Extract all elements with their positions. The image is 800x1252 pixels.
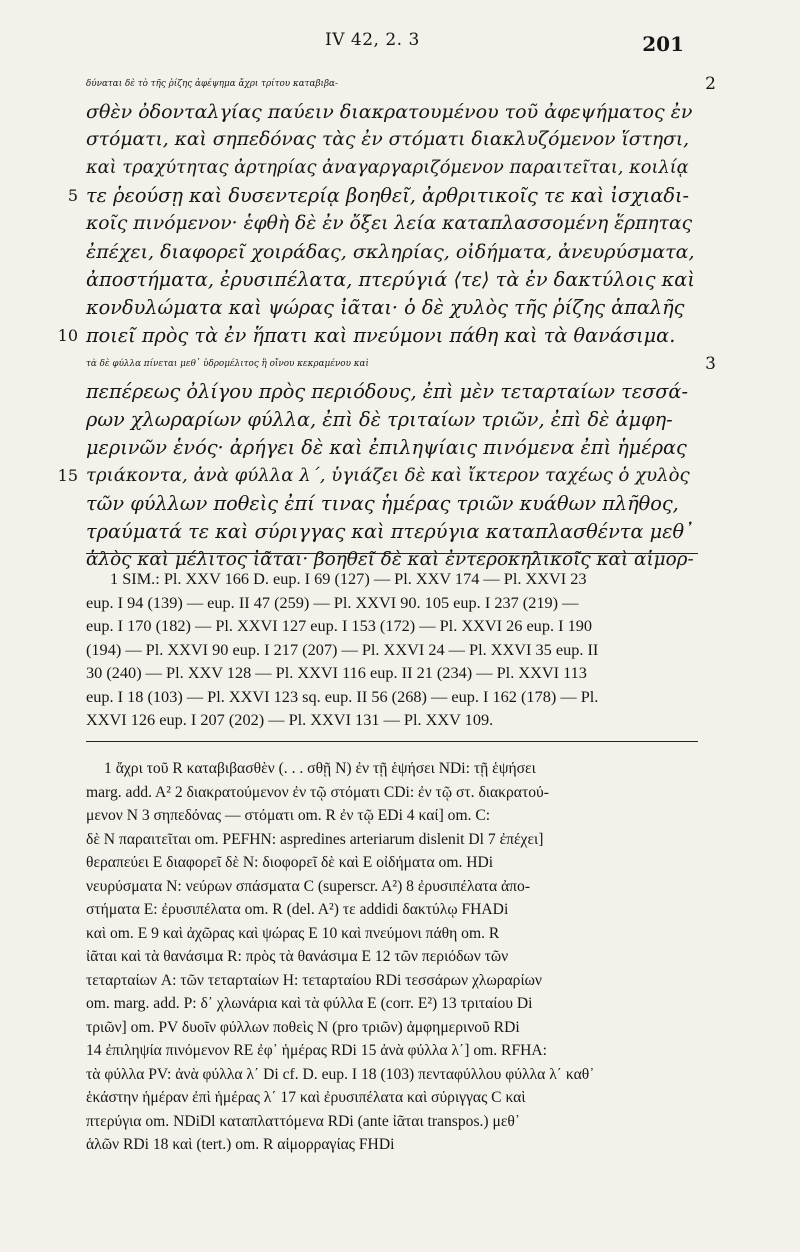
line-text: ἀποστήματα, ἐρυσιπέλατα, πτερύγιά ⟨τε⟩ τὰ ἐν δακτύλοις καὶ: [86, 268, 695, 291]
apparatus-line: ἁλῶν RDi 18 καὶ (tert.) om. R αἱμορραγίας FHDi: [86, 1136, 395, 1153]
text-line: [86, 378, 698, 406]
text-line: [86, 518, 698, 546]
apparatus-line: πτερύγια om. NDiDl καταπλαττόμενα RDi (ante ἰᾶται transpos.) μεθ᾽: [86, 1112, 521, 1130]
line-text: τῶν φύλλων ποθεὶς ἐπί τινας ἡμέρας τριῶν κυάθων πλῆθος,: [86, 492, 679, 515]
text-line: [86, 126, 698, 154]
page-header: [0, 30, 800, 60]
text-line: [86, 266, 698, 294]
line-text: κοῖς πινόμενον· ἑφθὴ δὲ ἐν ὄξει λεία καταπλασσομένη ἕρπητας: [86, 213, 693, 234]
apparatus-line: θεραπεύει E διαφορεῖ δὲ N: διοφορεῖ δὲ καὶ E οἰδήματα om. HDi: [86, 854, 494, 871]
line-text: τραύματά τε καὶ σύριγγας καὶ πτερύγια καταπλασθέντα μεθ᾽: [86, 520, 694, 543]
apparatus-divider: [86, 741, 698, 742]
line-text: ἁλὸς καὶ μέλιτος ἰᾶται· βοηθεῖ δὲ καὶ ἐντεροκηλικοῖς καὶ αἱμορ-: [86, 549, 694, 570]
text-line: [86, 154, 698, 182]
line-text: τριάκοντα, ἀνὰ φύλλα λ΄, ὑγιάζει δὲ καὶ ἴκτερον ταχέως ὁ χυλὸς: [86, 465, 690, 486]
apparatus-line: om. marg. add. P: δ᾽ χλωνάρια καὶ τὰ φύλλα E (corr. E²) 13 τριταίου Di: [86, 995, 533, 1012]
line-text: ποιεῖ πρὸς τὰ ἐν ἥπατι καὶ πνεύμονι πάθη καὶ τὰ θανάσιμα.: [86, 324, 676, 347]
line-number: 15: [57, 466, 78, 485]
testimonia-line: eup. I 170 (182) — Pl. XXVI 127 eup. I 153 (172) — Pl. XXVI 26 eup. I 190: [86, 616, 593, 635]
text-line: [86, 406, 698, 434]
apparatus-line: marg. add. A² 2 διακρατούμενον ἐν τῷ στόματι CDi: ἐν τῷ στ. διακρατού-: [86, 783, 549, 801]
line-text: δύναται δὲ τὸ τῆς ῥίζης ἀφέψημα ἄχρι τρίτου καταβιβα-: [86, 79, 338, 89]
line-text: ρων χλωραρίων φύλλα, ἐπὶ δὲ τριταίων τριῶν, ἐπὶ δὲ ἀμφη-: [86, 408, 673, 431]
line-number: 10: [57, 326, 78, 345]
text-line: [86, 210, 698, 238]
main-greek-text: [57, 70, 716, 574]
apparatus-line: 1 ἄχρι τοῦ R καταβιβασθὲν (. . . σθῇ N) ἐν τῇ ἑψήσει NDi: τῇ ἑψήσει: [104, 760, 536, 777]
testimonia-block: [86, 567, 698, 732]
apparatus-line: 14 ἐπιληψία πινόμενον RE ἐφ᾽ ἡμέρας RDi 15 ἀνὰ φύλλα λ΄] om. RFHA:: [86, 1042, 547, 1059]
apparatus-line: τεταρταίων A: τῶν τεταρταίων H: τεταρταίου RDi τεσσάρων χλωραρίων: [86, 971, 542, 989]
testimonia-line: 1 SIM.: Pl. XXV 166 D. eup. I 69 (127) — Pl. XXV 174 — Pl. XXVI 23: [110, 569, 587, 588]
text-line: [86, 238, 698, 266]
line-text: ἐπέχει, διαφορεῖ χοιράδας, σκληρίας, οἰδήματα, ἀνευρύσματα,: [86, 241, 695, 263]
text-line: [86, 70, 716, 98]
line-text: τὰ δὲ φύλλα πίνεται μεθ᾽ ὑδρομέλιτος ἢ οἴνου κεκραμένου καὶ: [86, 359, 369, 369]
testimonia-line: (194) — Pl. XXVI 90 eup. I 217 (207) — Pl. XXVI 24 — Pl. XXVI 35 eup. II: [86, 639, 599, 659]
line-text: μερινῶν ἑνός· ἀρήγει δὲ καὶ ἐπιληψίαις πινόμενα ἐπὶ ἡμέρας: [86, 436, 687, 459]
section-number: 2: [705, 74, 716, 94]
text-line: [57, 322, 698, 350]
testimonia-line: 30 (240) — Pl. XXV 128 — Pl. XXVI 116 eup. II 21 (234) — Pl. XXVI 113: [86, 663, 587, 682]
apparatus-line: μενον N 3 σηπεδόνας — στόματι om. R ἐν τῷ EDi 4 καί] om. C:: [86, 807, 491, 824]
apparatus-line: ἰᾶται καὶ τὰ θανάσιμα R: πρὸς τὰ θανάσιμα E 12 τῶν περιόδων τῶν: [86, 948, 509, 965]
apparatus-line: καὶ om. E 9 καὶ ἀχῶρας καὶ ψώρας E 10 καὶ πνεύμονι πάθη om. R: [86, 924, 500, 942]
testimonia-line: eup. I 18 (103) — Pl. XXVI 123 sq. eup. II 56 (268) — eup. I 162 (178) — Pl.: [86, 686, 599, 706]
line-text: καὶ τραχύτητας ἀρτηρίας ἀναγαργαριζόμενον παραιτεῖται, κοιλίᾳ: [86, 157, 689, 178]
apparatus-line: στήματα E: ἐρυσιπέλατα om. R (del. A²) τε addidi δακτύλῳ FHADi: [86, 901, 509, 918]
line-text: πεπέρεως ὀλίγου πρὸς περιόδους, ἐπὶ μὲν τεταρταίων τεσσά-: [86, 380, 688, 403]
text-line: [86, 434, 698, 462]
section-number: 3: [705, 354, 716, 374]
line-text: στόματι, καὶ σηπεδόνας τὰς ἐν στόματι διακλυζόμενον ἵστησι,: [86, 129, 690, 150]
apparatus-line: τὰ φύλλα PV: ἀνὰ φύλλα λ΄ Di cf. D. eup. I 18 (103) πενταφύλλου φύλλα λ΄ καθ᾽: [86, 1065, 595, 1083]
text-line: [86, 490, 698, 518]
running-head: IV 42, 2. 3: [325, 30, 420, 50]
testimonia-line: eup. I 94 (139) — eup. II 47 (259) — Pl. XXVI 90. 105 eup. I 237 (219) —: [86, 592, 579, 612]
apparatus-line: τριῶν] om. PV δυοῖν φύλλων ποθεὶς N (pro τριῶν) ἀμφημερινοῦ RDi: [86, 1018, 520, 1036]
apparatus-line: δὲ N παραιτεῖται om. PEFHN: aspredines arteriarum dislenit Dl 7 ἐπέχει]: [86, 830, 544, 848]
critical-apparatus: [86, 757, 698, 1157]
text-line: [57, 462, 698, 490]
line-text: σθὲν ὀδονταλγίας παύειν διακρατουμένου τοῦ ἀφεψήματος ἐν: [86, 101, 693, 123]
text-line: [86, 294, 698, 322]
text-line: [86, 350, 716, 378]
testimonia-line: XXVI 126 eup. I 207 (202) — Pl. XXVI 131 — Pl. XXV 109.: [86, 710, 494, 729]
line-number: 5: [67, 186, 78, 205]
text-line: [86, 98, 698, 126]
apparatus-line: νευρύσματα N: νεύρων σπάσματα C (superscr. A²) 8 ἐρυσιπέλατα ἀπο-: [86, 877, 531, 895]
line-text: τε ῥεούσῃ καὶ δυσεντερίᾳ βοηθεῖ, ἀρθριτικοῖς τε καὶ ἰσχιαδι-: [86, 184, 690, 207]
testimonia-divider: [86, 553, 698, 554]
text-line: [67, 182, 698, 210]
line-text: κονδυλώματα καὶ ψώρας ἰᾶται· ὁ δὲ χυλὸς τῆς ῥίζης ἁπαλῆς: [86, 296, 685, 319]
apparatus-line: ἑκάστην ἡμέραν ἐπὶ ἡμέρας λ΄ 17 καὶ ἐρυσιπέλατα καὶ σύριγγας C καὶ: [86, 1089, 526, 1106]
page-number: 201: [642, 32, 684, 56]
